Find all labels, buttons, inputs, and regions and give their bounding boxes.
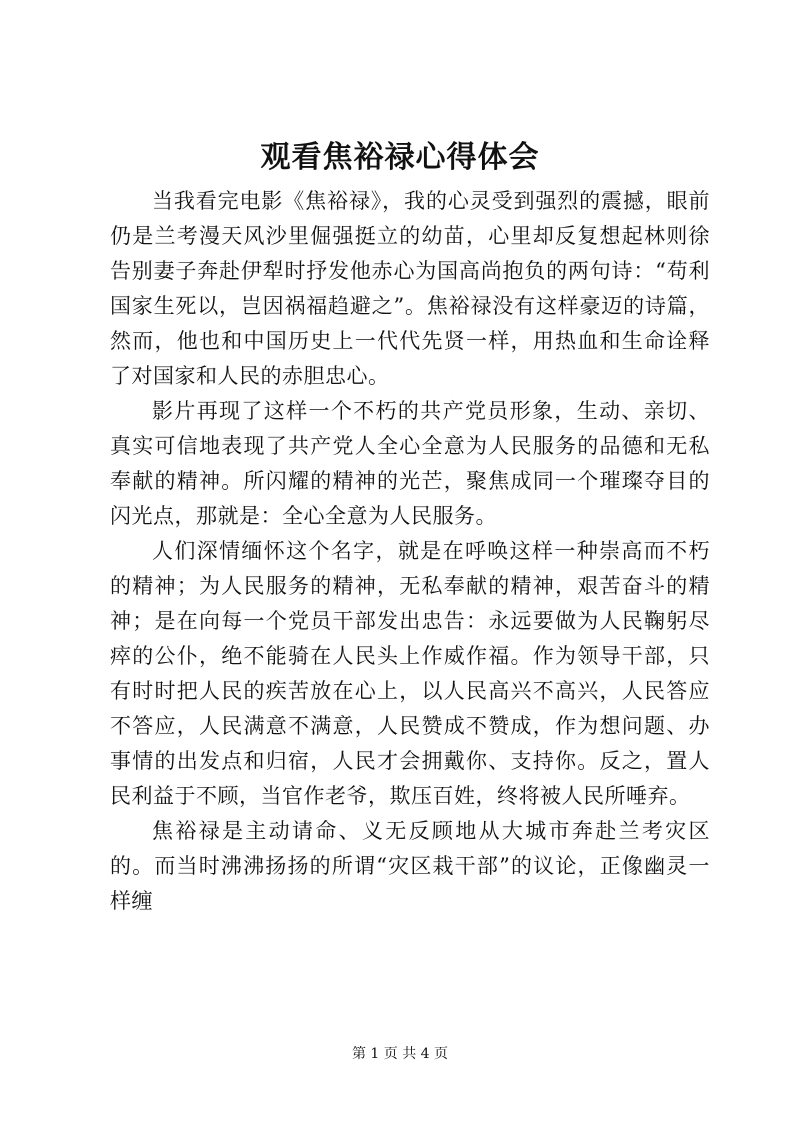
paragraph: 影片再现了这样一个不朽的共产党员形象，生动、亲切、真实可信地表现了共产党人全心全意为人民服务的品德和无私奉献的精神。所闪耀的精神的光芒，聚焦成同一个璀璨夺目的闪光点，那就是：全心全意为人民服务。 bbox=[110, 399, 710, 528]
page-number-footer: 第 1 页 共 4 页 bbox=[351, 1046, 449, 1062]
paragraph: 当我看完电影《焦裕禄》，我的心灵受到强烈的震撼，眼前仍是兰考漫天风沙里倔强挺立的幼苗，心里却反复想起林则徐告别妻子奔赴伊犁时抒发他赤心为国高尚抱负的两句诗：“苟利国家生死以，岂因祸福趋避之”。焦裕禄没有这样豪迈的诗篇，然而，他也和中国历史上一代代先贤一样，用热血和生命诠释了对国家和人民的赤胆忠心。 bbox=[110, 189, 710, 388]
document-body bbox=[110, 184, 710, 919]
paragraph: 人们深情缅怀这个名字，就是在呼唤这样一种崇高而不朽的精神；为人民服务的精神，无私奉献的精神，艰苦奋斗的精神；是在向每一个党员干部发出忠告：永远要做为人民鞠躬尽瘁的公仆，绝不能骑在人民头上作威作福。作为领导干部，只有时时把人民的疾苦放在心上，以人民高兴不高兴，人民答应不答应，人民满意不满意，人民赞成不赞成，作为想问题、办事情的出发点和归宿，人民才会拥戴你、支持你。反之，置人民利益于不顾，当官作老爷，欺压百姓，终将被人民所唾弃。 bbox=[110, 539, 710, 808]
document-title: 观看焦裕禄心得体会 bbox=[260, 140, 540, 175]
paragraph: 焦裕禄是主动请命、义无反顾地从大城市奔赴兰考灾区的。而当时沸沸扬扬的所谓“灾区栽干部”的议论，正像幽灵一样缠 bbox=[110, 819, 710, 913]
